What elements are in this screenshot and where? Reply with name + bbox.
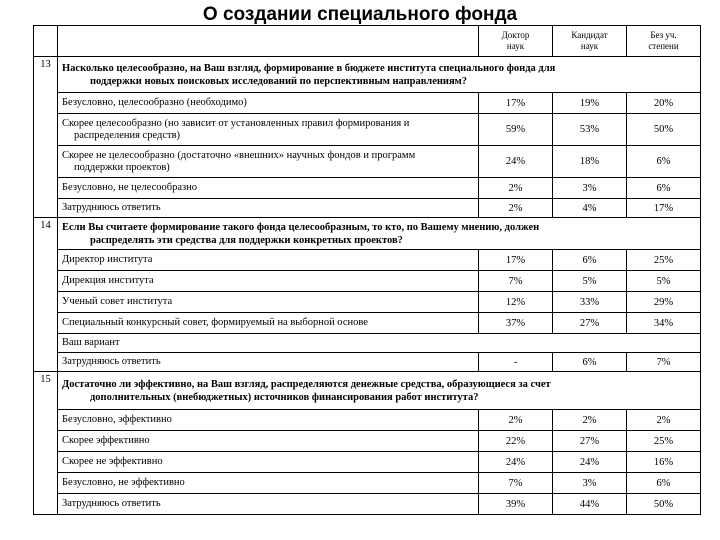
value-cell: 25% (627, 250, 701, 271)
value-cell: 5% (627, 271, 701, 292)
answer-row (34, 292, 701, 313)
answer-row (34, 334, 701, 353)
value-cell: 12% (479, 292, 553, 313)
answer-label: Затрудняюсь ответить (58, 199, 479, 218)
answer-row (34, 250, 701, 271)
value-cell: 5% (553, 271, 627, 292)
answer-label: Дирекция института (58, 271, 479, 292)
question-text: Достаточно ли эффективно, на Ваш взгляд, распределяются денежные средства, образующиеся за счет дополнительных (внебюджетных) источников финансирования работ института? (58, 372, 701, 410)
value-cell: 6% (627, 178, 701, 199)
answer-row (34, 353, 701, 372)
value-cell: 37% (479, 313, 553, 334)
answer-label: Безусловно, не эффективно (58, 473, 479, 494)
question-row (34, 372, 701, 410)
answer-row (34, 178, 701, 199)
answer-label: Безусловно, не целесообразно (58, 178, 479, 199)
value-cell: 22% (479, 431, 553, 452)
answer-row (34, 410, 701, 431)
answer-row (34, 452, 701, 473)
value-cell: 17% (627, 199, 701, 218)
answer-row (34, 431, 701, 452)
value-cell: 2% (479, 199, 553, 218)
value-cell: 2% (479, 410, 553, 431)
question-number: 15 (34, 372, 58, 515)
answer-label: Скорее целесообразно (но зависит от установленных правил формирования и распределения средств) (58, 114, 479, 146)
answer-label: Скорее эффективно (58, 431, 479, 452)
value-cell: 33% (553, 292, 627, 313)
question-number: 13 (34, 57, 58, 218)
value-cell: 27% (553, 313, 627, 334)
value-cell: 4% (553, 199, 627, 218)
answer-row (34, 494, 701, 515)
value-cell: 2% (627, 410, 701, 431)
value-cell: 6% (627, 146, 701, 178)
value-cell: 7% (479, 473, 553, 494)
value-cell: 27% (553, 431, 627, 452)
value-cell: 3% (553, 473, 627, 494)
answer-row (34, 473, 701, 494)
header-row (34, 26, 701, 57)
answer-label: Скорее не эффективно (58, 452, 479, 473)
answer-label: Затрудняюсь ответить (58, 353, 479, 372)
value-cell: 16% (627, 452, 701, 473)
value-cell: 50% (627, 114, 701, 146)
answer-label: Директор института (58, 250, 479, 271)
answer-label: Скорее не целесообразно (достаточно «внешних» научных фондов и программ поддержки проектов) (58, 146, 479, 178)
answer-label: Специальный конкурсный совет, формируемый на выборной основе (58, 313, 479, 334)
value-cell: 7% (479, 271, 553, 292)
question-number: 14 (34, 218, 58, 372)
header-num-cell (34, 26, 58, 57)
value-cell: 25% (627, 431, 701, 452)
value-cell: 6% (553, 353, 627, 372)
value-cell: 50% (627, 494, 701, 515)
value-cell: 17% (479, 93, 553, 114)
value-cell: 39% (479, 494, 553, 515)
question-row (34, 218, 701, 250)
header-question-cell (58, 26, 479, 57)
value-cell: 24% (553, 452, 627, 473)
answer-row (34, 114, 701, 146)
value-cell: 34% (627, 313, 701, 334)
value-cell: 53% (553, 114, 627, 146)
answer-label: Ваш вариант (58, 334, 701, 353)
value-cell: 29% (627, 292, 701, 313)
header-candidate: Кандидат наук (553, 26, 627, 57)
answer-row (34, 93, 701, 114)
value-cell: 18% (553, 146, 627, 178)
value-cell: 7% (627, 353, 701, 372)
answer-label: Затрудняюсь ответить (58, 494, 479, 515)
page-title: О создании специального фонда (202, 4, 518, 25)
value-cell: 24% (479, 146, 553, 178)
value-cell: 59% (479, 114, 553, 146)
answer-row (34, 271, 701, 292)
value-cell: 20% (627, 93, 701, 114)
answer-label: Безусловно, эффективно (58, 410, 479, 431)
answer-label: Безусловно, целесообразно (необходимо) (58, 93, 479, 114)
answer-row (34, 199, 701, 218)
answer-label: Ученый совет института (58, 292, 479, 313)
header-no-degree: Без уч. степени (627, 26, 701, 57)
question-text: Насколько целесообразно, на Ваш взгляд, формирование в бюджете института специального фонда для поддержки новых поисковых исследований по перспективным направлениям? (58, 57, 701, 93)
answer-row (34, 146, 701, 178)
survey-table (33, 25, 701, 515)
value-cell: 6% (627, 473, 701, 494)
value-cell: 2% (553, 410, 627, 431)
value-cell: 24% (479, 452, 553, 473)
header-doctor: Доктор наук (479, 26, 553, 57)
answer-row (34, 313, 701, 334)
value-cell: 44% (553, 494, 627, 515)
value-cell: 6% (553, 250, 627, 271)
value-cell: 19% (553, 93, 627, 114)
question-text: Если Вы считаете формирование такого фонда целесообразным, то кто, по Вашему мнению, должен распределять эти средства для поддержки конкретных проектов? (58, 218, 701, 250)
value-cell: 2% (479, 178, 553, 199)
value-cell: 3% (553, 178, 627, 199)
question-row (34, 57, 701, 93)
value-cell: - (479, 353, 553, 372)
value-cell: 17% (479, 250, 553, 271)
